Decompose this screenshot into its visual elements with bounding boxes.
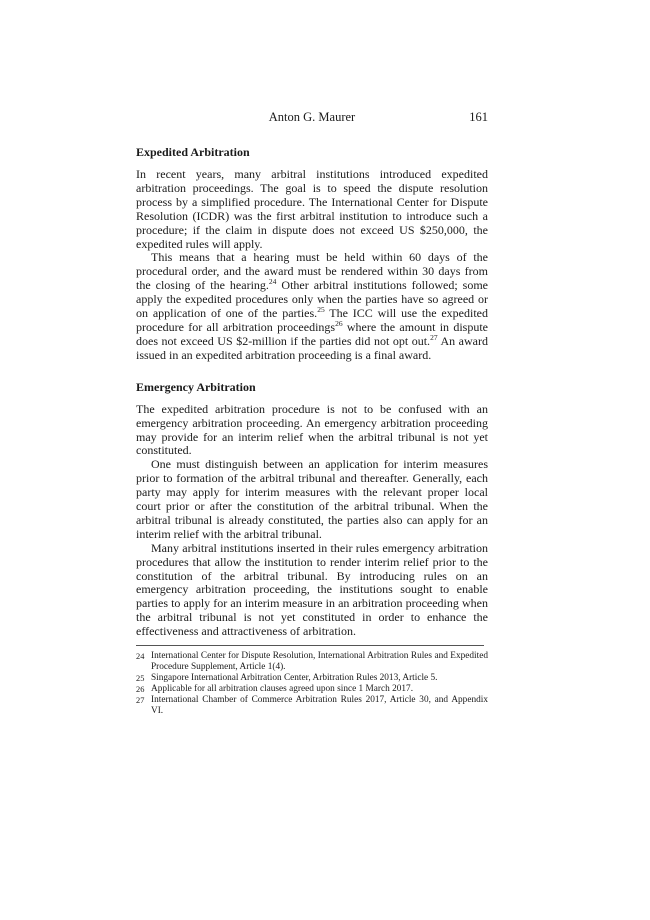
footnote-text: International Chamber of Commerce Arbitration Rules 2017, Article 30, and Appendix VI. — [151, 695, 488, 717]
footnotes — [136, 651, 488, 717]
paragraph-text: One must distinguish between an application for interim measures prior to formation of the arbitral tribunal and thereafter. Generally, each party may apply for interim measures with the relevant proper local court prior or after the constitution of the arbitral tribunal. When the arbitral tribunal is already constituted, the parties also can apply for an interim relief with the arbitral tribunal. — [136, 457, 488, 541]
footnote-text: Applicable for all arbitration clauses agreed upon since 1 March 2017. — [151, 684, 414, 695]
footnote-separator — [136, 645, 484, 646]
section-body-expedited-arbitration — [136, 168, 488, 363]
paragraph-text: Other arbitral institutions followed; some apply the expedited procedures only when the parties have so agreed or on application of one of the parties. — [136, 278, 488, 321]
paragraph-text: Many arbitral institutions inserted in their rules emergency arbitration procedures that allow the institution to render interim relief prior to the constitution of the arbitral tribunal. By introducing rules on an emergency arbitration proceeding, the institutions sought to enable parties to apply for an interim measure in an arbitration proceeding when the arbitral tribunal is not yet constituted in order to enhance the effectiveness and attractiveness of arbitration. — [136, 540, 488, 639]
footnote-reference: 24 — [268, 277, 277, 287]
footnote-reference: 25 — [317, 305, 325, 315]
paragraph-text: In recent years, many arbitral institutions introduced expedited arbitration proceedings. The goal is to speed the dispute resolution process by a simplified procedure. The International Center for Dispute Resolution (ICDR) was the first arbitral institution to introduce such a procedure; if the claim in dispute does not exceed US $250,000, the expedited rules will apply. — [136, 167, 488, 251]
paragraph-text: where the amount in dispute does not exceed US $2-million if the parties did not opt out. — [136, 319, 488, 348]
section-heading-expedited-arbitration: Expedited Arbitration — [136, 145, 250, 159]
page-number: 161 — [469, 110, 488, 124]
footnote — [136, 651, 488, 673]
footnote — [136, 695, 488, 717]
footnote-reference: 27 — [430, 332, 438, 342]
section-body-emergency-arbitration — [136, 403, 488, 639]
paragraph-text: This means that a hearing must be held within 60 days of the procedural order, and the award must be rendered within 30 days from the closing of the hearing. — [136, 250, 488, 293]
footnote — [136, 684, 488, 695]
paragraph-text: The ICC will use the expedited procedure for all arbitration proceedings — [136, 306, 488, 334]
book-page — [136, 110, 488, 717]
paragraph-text: An award issued in an expedited arbitration proceeding is a final award. — [136, 333, 488, 362]
footnote-number: 24 — [136, 652, 145, 662]
running-header-author: Anton G. Maurer — [268, 110, 356, 124]
paragraph — [136, 168, 488, 251]
paragraph — [136, 251, 488, 362]
footnote-text: International Center for Dispute Resolution, International Arbitration Rules and Expedited Procedure Supplement, Article 1(4). — [151, 651, 488, 673]
footnote-number: 27 — [136, 696, 145, 706]
footnote-reference: 26 — [335, 318, 343, 328]
footnote-text: Singapore International Arbitration Center, Arbitration Rules 2013, Article 5. — [151, 673, 438, 684]
section-heading-emergency-arbitration: Emergency Arbitration — [136, 379, 256, 394]
paragraph-text: The expedited arbitration procedure is not to be confused with an emergency arbitration proceeding. An emergency arbitration proceeding may provide for an interim relief when the arbitral tribunal is not yet constituted. — [136, 401, 488, 458]
paragraph — [136, 458, 488, 541]
paragraph — [136, 542, 488, 639]
footnote — [136, 673, 488, 684]
footnote-number: 25 — [136, 674, 145, 684]
running-header — [136, 110, 488, 128]
footnote-number: 26 — [136, 685, 145, 695]
paragraph — [136, 403, 488, 459]
